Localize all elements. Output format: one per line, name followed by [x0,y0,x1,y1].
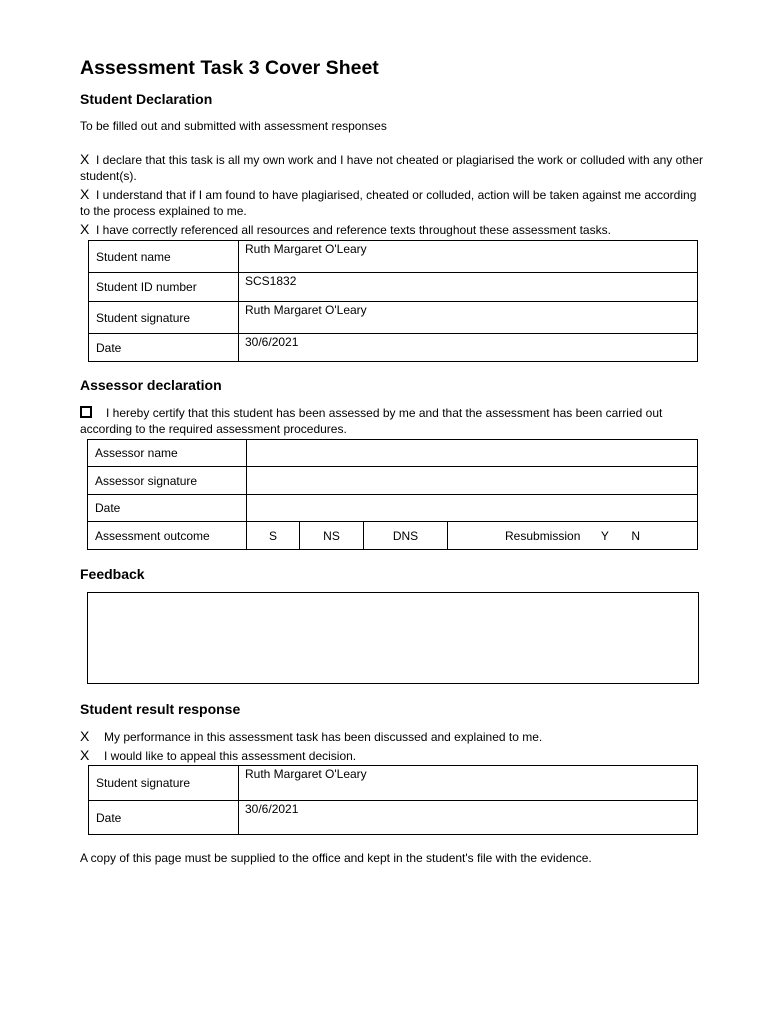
field-label: Assessment outcome [88,522,247,550]
field-label: Student name [89,241,239,273]
page-title: Assessment Task 3 Cover Sheet [80,57,379,79]
date-field[interactable]: 30/6/2021 [239,334,698,362]
field-label: Assessor name [88,440,247,467]
table-row [88,522,698,550]
field-label: Date [88,495,247,522]
declaration-item-1 [80,151,705,184]
assessor-name-field[interactable] [247,440,698,467]
result-item-2 [80,747,705,764]
feedback-box[interactable] [87,592,699,684]
declaration-item-text: I have correctly referenced all resources and reference texts throughout these assessment tasks. [96,223,611,237]
field-label: Student signature [89,302,239,334]
student-signature-field[interactable]: Ruth Margaret O'Leary [239,302,698,334]
footer-note: A copy of this page must be supplied to the office and kept in the student's file with the evidence. [80,851,592,865]
field-label: Student signature [89,766,239,801]
outcome-option-dns[interactable]: DNS [364,522,448,550]
table-row [89,241,698,273]
student-id-field[interactable]: SCS1832 [239,273,698,302]
assessor-date-field[interactable] [247,495,698,522]
result-item-text: My performance in this assessment task has been discussed and explained to me. [104,730,543,744]
result-signature-field[interactable]: Ruth Margaret O'Leary [239,766,698,801]
student-declaration-heading: Student Declaration [80,91,213,107]
resubmission-label: Resubmission [505,528,581,543]
declaration-item-2 [80,186,705,219]
student-result-table [88,765,698,835]
outcome-option-ns[interactable]: NS [300,522,364,550]
result-item-1 [80,728,705,745]
result-item-text: I would like to appeal this assessment decision. [104,749,357,763]
declaration-item-3 [80,221,705,238]
assessor-statement [80,405,705,437]
table-row [89,334,698,362]
result-date-field[interactable]: 30/6/2021 [239,801,698,835]
declaration-item-text: I understand that if I am found to have plagiarised, cheated or colluded, action will be taken against me according to the process explained to me. [80,188,697,218]
student-declaration-intro: To be filled out and submitted with assessment responses [80,119,387,133]
feedback-heading: Feedback [80,566,145,582]
assessor-statement-text: I hereby certify that this student has been assessed by me and that the assessment has been carried out according to the required assessment procedures. [80,406,663,436]
field-label: Date [89,801,239,835]
field-label: Assessor signature [88,467,247,495]
declaration-item-text: I declare that this task is all my own work and I have not cheated or plagiarised the work or colluded with any other student(s). [80,153,703,183]
table-row [89,801,698,835]
x-mark-icon: X [80,221,90,237]
student-name-field[interactable]: Ruth Margaret O'Leary [239,241,698,273]
table-row [88,467,698,495]
table-row [89,766,698,801]
checkbox-icon[interactable] [80,406,92,418]
student-details-table [88,240,698,362]
table-row [89,302,698,334]
table-row [88,495,698,522]
table-row [88,440,698,467]
table-row [89,273,698,302]
outcome-option-s[interactable]: S [247,522,300,550]
x-mark-icon: X [80,747,90,763]
student-result-heading: Student result response [80,701,241,717]
x-mark-icon: X [80,151,90,167]
resubmission-no[interactable]: N [631,528,640,543]
x-mark-icon: X [80,728,90,744]
assessor-signature-field[interactable] [247,467,698,495]
resubmission-cell [448,522,698,550]
assessor-table [87,439,698,550]
field-label: Student ID number [89,273,239,302]
field-label: Date [89,334,239,362]
x-mark-icon: X [80,186,90,202]
resubmission-yes[interactable]: Y [600,528,609,543]
assessor-declaration-heading: Assessor declaration [80,377,222,393]
